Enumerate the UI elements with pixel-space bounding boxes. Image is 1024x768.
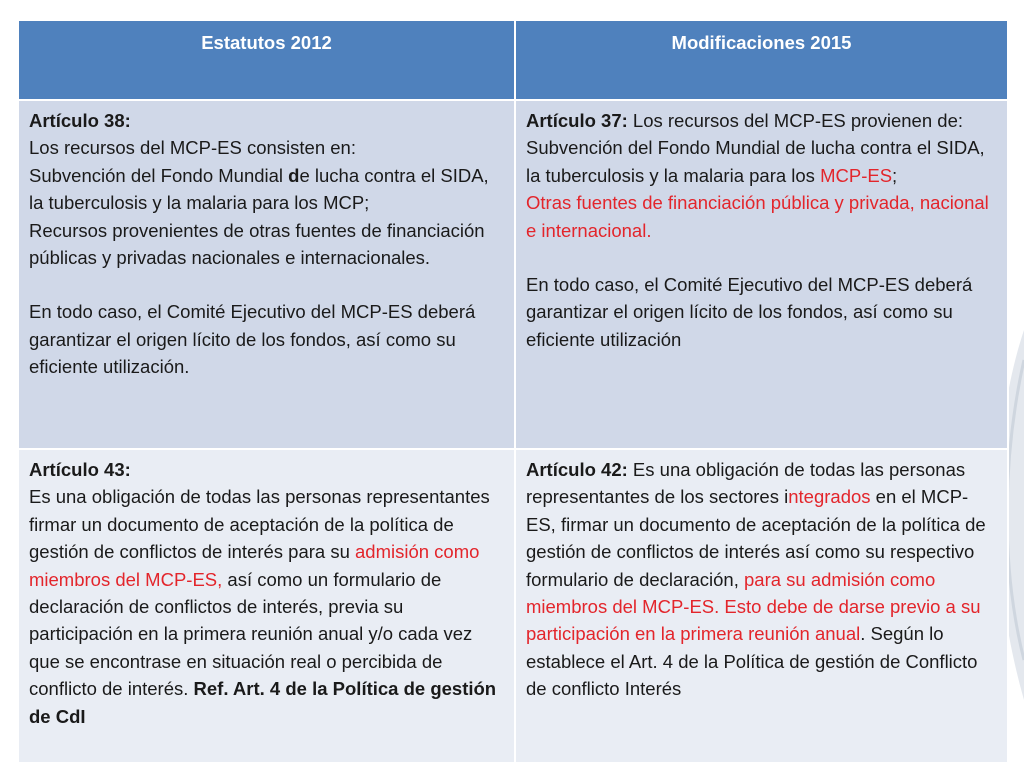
article-title: Artículo 42: xyxy=(526,459,628,480)
article-item xyxy=(29,162,504,217)
article-text: e lucha contra el SIDA, la tuberculosis y la malaria para los MCP; xyxy=(29,164,489,214)
article-text: Es una obligación de todas las personas representantes firmar un documento de aceptación de la política de gestión de conflictos de interés para su xyxy=(29,486,490,563)
article-body xyxy=(526,456,997,703)
highlight-text: ntegrados xyxy=(788,486,871,508)
article-text: en el MCP-ES, firmar un documento de aceptación de la política de gestión de conflictos de interés así como su respectivo formulario de declaración, xyxy=(526,486,986,590)
table-row xyxy=(18,449,1008,763)
article-intro: Los recursos del MCP-ES consisten en: xyxy=(29,137,356,159)
article-paragraph: En todo caso, el Comité Ejecutivo del MCP-ES deberá garantizar el origen lícito de los fondos, así como su eficiente utilización. xyxy=(29,301,476,378)
table-row xyxy=(18,100,1008,449)
table-header-row xyxy=(18,20,1008,100)
comparison-table xyxy=(17,19,1009,764)
article-title: Artículo 43: xyxy=(29,459,131,480)
cell-articulo-38 xyxy=(18,100,515,449)
reference-text: Ref. Art. 4 de la Política de gestión de CdI xyxy=(29,678,497,727)
article-title: Artículo 38: xyxy=(29,110,131,131)
header-modificaciones-2015: Modificaciones 2015 xyxy=(515,20,1008,100)
cell-articulo-37 xyxy=(515,100,1008,449)
paragraph-gap xyxy=(526,244,997,271)
article-body xyxy=(29,483,504,730)
article-text: . Según lo establece el Art. 4 de la Política de gestión de Conflicto de conflicto Interés xyxy=(526,623,978,700)
article-text: Los recursos del MCP-ES provienen de: Subvención del Fondo Mundial de lucha contra el SIDA, la tuberculosis y la malaria para los xyxy=(526,110,985,186)
article-text: Es una obligación de todas las personas representantes de los sectores i xyxy=(526,459,966,508)
cell-articulo-43 xyxy=(18,449,515,763)
cell-articulo-42 xyxy=(515,449,1008,763)
article-paragraph: En todo caso, el Comité Ejecutivo del MCP-ES deberá garantizar el origen lícito de los fondos, así como su eficiente utilización xyxy=(526,274,973,350)
highlight-text: Otras fuentes de financiación pública y privada, nacional e internacional. xyxy=(526,192,989,241)
highlight-text: admisión como miembros del MCP-ES, xyxy=(29,541,480,590)
article-bold-letter: d xyxy=(288,164,300,186)
highlight-text: MCP-ES xyxy=(820,164,893,186)
highlight-text: para su admisión como miembros del MCP-ES. Esto debe de darse previo a su participación en la primera reunión anual xyxy=(526,568,981,645)
article-title: Artículo 37: xyxy=(526,110,628,131)
article-text: ; xyxy=(892,164,898,186)
article-text: así como un formulario de declaración de conflictos de interés, previa su participación en la primera reunión anual y/o cada vez que se encontrase en situación real o percibida de conflicto de interés. xyxy=(29,568,473,700)
paragraph-gap xyxy=(29,271,504,298)
article-text: Subvención del Fondo Mundial xyxy=(29,164,289,186)
article-item: Recursos provenientes de otras fuentes de financiación públicas y privadas nacionales e internacionales. xyxy=(29,219,485,269)
header-estatutos-2012: Estatutos 2012 xyxy=(18,20,515,100)
article-body xyxy=(526,107,997,189)
